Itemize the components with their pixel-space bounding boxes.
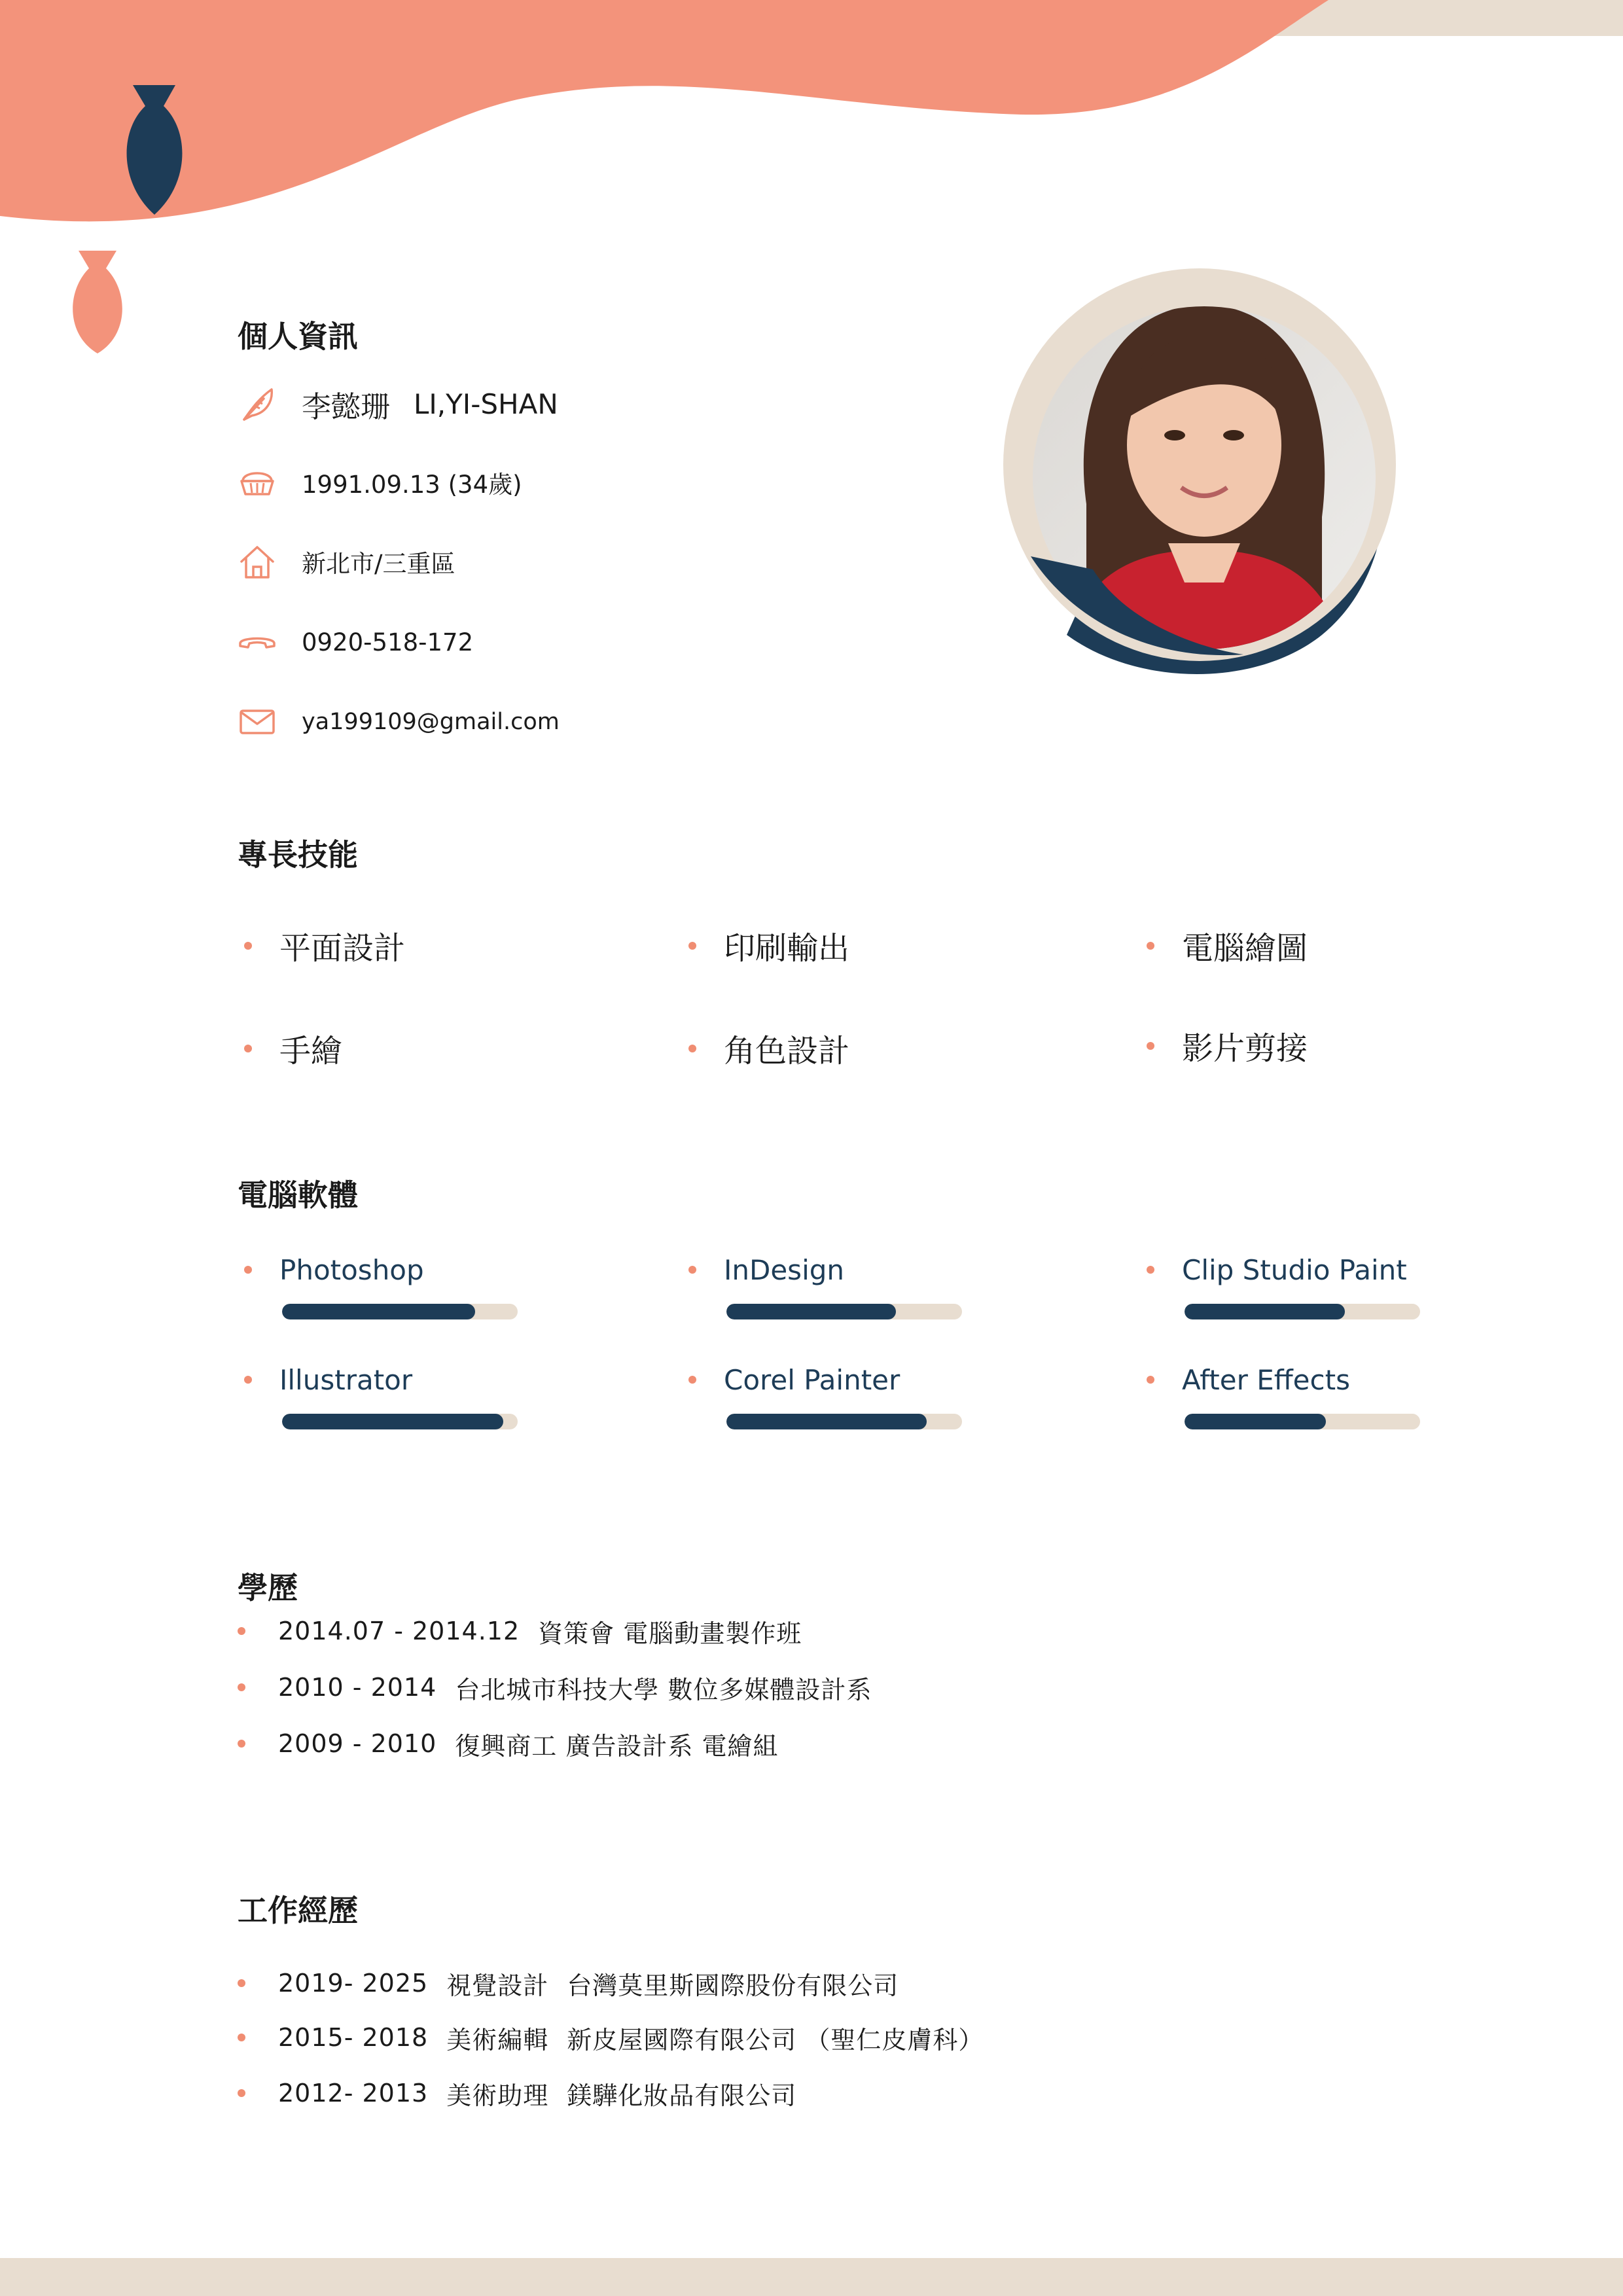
bullet-dot xyxy=(1147,942,1154,950)
software-item xyxy=(688,1360,962,1429)
software-label: Corel Painter xyxy=(724,1363,901,1396)
bullet-dot xyxy=(238,1683,245,1691)
feather-icon xyxy=(238,384,277,423)
cupcake-icon xyxy=(238,463,277,502)
software-label: After Effects xyxy=(1182,1363,1350,1396)
education-item xyxy=(238,1611,802,1651)
bullet-dot xyxy=(1147,1042,1154,1050)
skill-item xyxy=(1147,923,1308,968)
bullet-dot xyxy=(238,1740,245,1748)
work-item xyxy=(238,1964,899,2003)
bullet-dot xyxy=(238,2034,245,2041)
skill-bar-track xyxy=(1185,1304,1420,1319)
skill-label: 角色設計 xyxy=(724,1033,850,1069)
section-title-software: 電腦軟體 xyxy=(238,1177,358,1213)
email-text: ya199109@gmail.com xyxy=(302,709,560,735)
phone-text: 0920-518-172 xyxy=(302,628,474,656)
bullet-dot xyxy=(244,1045,252,1052)
skill-item xyxy=(244,1026,342,1071)
bullet-dot xyxy=(238,1627,245,1635)
software-label: Photoshop xyxy=(279,1253,424,1286)
bullet-dot xyxy=(244,1266,252,1274)
bullet-dot xyxy=(238,1979,245,1987)
education-period: 2014.07 - 2014.12 xyxy=(278,1617,520,1645)
bullet-dot xyxy=(688,1266,696,1274)
coral-fish-icon xyxy=(73,251,122,353)
skill-bar-fill xyxy=(1185,1414,1326,1429)
skill-label: 手繪 xyxy=(279,1033,343,1069)
header-wave xyxy=(0,0,1329,221)
software-item xyxy=(1147,1250,1420,1319)
phone-icon xyxy=(238,622,277,662)
skill-item xyxy=(688,1026,849,1071)
info-email xyxy=(238,699,560,745)
skill-bar-fill xyxy=(726,1304,896,1319)
bullet-dot xyxy=(244,942,252,950)
name-zh: 李懿珊 xyxy=(302,389,391,424)
name-en: LI,YI-SHAN xyxy=(414,387,558,420)
bullet-dot xyxy=(688,942,696,950)
work-title: 視覺設計 xyxy=(446,1971,549,2000)
bullet-dot xyxy=(1147,1376,1154,1384)
education-period: 2009 - 2010 xyxy=(278,1729,437,1758)
skill-bar-track xyxy=(726,1414,962,1429)
education-school: 資策會 電腦動畫製作班 xyxy=(538,1619,802,1648)
skill-item xyxy=(1147,1023,1308,1068)
software-item xyxy=(688,1250,962,1319)
software-item xyxy=(1147,1360,1420,1429)
bullet-dot xyxy=(238,2089,245,2097)
skill-label: 印刷輸出 xyxy=(724,930,850,967)
bullet-dot xyxy=(1147,1266,1154,1274)
education-school: 復興商工 廣告設計系 電繪組 xyxy=(455,1731,779,1761)
bottom-beige-band xyxy=(0,2258,1623,2296)
software-label: InDesign xyxy=(724,1253,845,1286)
skill-label: 影片剪接 xyxy=(1182,1030,1308,1067)
bullet-dot xyxy=(688,1376,696,1384)
info-location xyxy=(238,539,455,584)
mail-icon xyxy=(238,702,277,742)
skill-bar-fill xyxy=(282,1304,475,1319)
skill-bar-track xyxy=(1185,1414,1420,1429)
home-icon xyxy=(238,542,277,581)
section-title-personal: 個人資訊 xyxy=(238,319,358,354)
skill-label: 電腦繪圖 xyxy=(1182,930,1308,967)
work-company: 台灣莫里斯國際股份有限公司 xyxy=(567,1971,899,2000)
info-name xyxy=(238,381,558,427)
skill-label: 平面設計 xyxy=(279,930,406,967)
profile-photo xyxy=(995,268,1400,687)
work-company: 新皮屋國際有限公司 （聖仁皮膚科） xyxy=(567,2025,984,2054)
work-period: 2015- 2018 xyxy=(278,2023,429,2052)
skill-bar-track xyxy=(282,1414,518,1429)
work-item xyxy=(238,2018,984,2057)
work-period: 2019- 2025 xyxy=(278,1969,429,1998)
skill-bar-fill xyxy=(726,1414,927,1429)
education-item xyxy=(238,1724,778,1763)
bullet-dot xyxy=(688,1045,696,1052)
birthday-text: 1991.09.13 (34歲) xyxy=(302,471,522,499)
education-item xyxy=(238,1668,872,1707)
software-label: Illustrator xyxy=(279,1363,413,1396)
work-item xyxy=(238,2073,796,2113)
skill-bar-fill xyxy=(282,1414,503,1429)
info-phone xyxy=(238,619,473,665)
software-item xyxy=(244,1360,518,1429)
section-title-skills: 專長技能 xyxy=(238,837,358,872)
skill-bar-track xyxy=(726,1304,962,1319)
skill-bar-track xyxy=(282,1304,518,1319)
location-text: 新北市/三重區 xyxy=(302,550,455,578)
work-title: 美術編輯 xyxy=(446,2025,549,2054)
section-title-education: 學歷 xyxy=(238,1570,298,1605)
work-title: 美術助理 xyxy=(446,2081,549,2110)
skill-item xyxy=(688,923,849,968)
skill-item xyxy=(244,923,405,968)
skill-bar-fill xyxy=(1185,1304,1345,1319)
education-period: 2010 - 2014 xyxy=(278,1673,437,1702)
section-title-work: 工作經歷 xyxy=(238,1893,358,1928)
education-school: 台北城市科技大學 數位多媒體設計系 xyxy=(455,1675,872,1704)
bullet-dot xyxy=(244,1376,252,1384)
info-birthday xyxy=(238,459,522,505)
software-label: Clip Studio Paint xyxy=(1182,1253,1407,1286)
software-item xyxy=(244,1250,518,1319)
work-company: 鎂驊化妝品有限公司 xyxy=(567,2081,797,2110)
work-period: 2012- 2013 xyxy=(278,2079,429,2108)
